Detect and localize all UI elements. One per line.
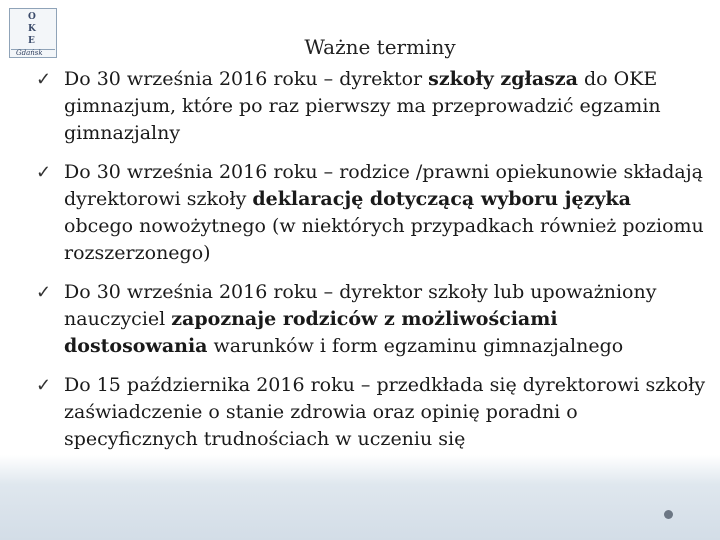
logo-letter-k: K	[28, 24, 36, 34]
logo-subtitle: Gdańsk	[16, 49, 43, 57]
logo-letter-e: E	[28, 36, 35, 46]
list-item	[36, 159, 706, 267]
item-text-segment: Do 30 września 2016 roku – dyrektor szkoły lub upoważniony nauczyciel	[64, 281, 657, 330]
item-text	[64, 68, 661, 144]
logo-letter-o: O	[28, 12, 36, 22]
item-text-bold: zapoznaje rodziców z możliwościami dostosowania	[64, 308, 558, 357]
item-text-segment: warunków i form egzaminu gimnazjalnego	[207, 335, 624, 357]
dot-icon	[664, 510, 673, 519]
item-text-segment: Do 15 października 2016 roku – przedkłada się dyrektorowi szkoły zaświadczenie o stanie zdrowia oraz opinię poradni o specyficznych trudnościach w uczeniu się	[64, 374, 706, 450]
list-item	[36, 372, 706, 453]
checkmark-icon: ✓	[36, 282, 52, 303]
list-item	[36, 279, 706, 360]
background-skyline	[0, 455, 720, 540]
item-text	[64, 161, 704, 264]
item-text-bold: szkoły zgłasza	[428, 68, 578, 90]
checkmark-icon: ✓	[36, 375, 52, 396]
item-text-segment: do OKE gimnazjum, które po raz pierwszy ma przeprowadzić egzamin gimnazjalny	[64, 68, 661, 144]
item-text-segment: Do 30 września 2016 roku – rodzice /prawni opiekunowie składają dyrektorowi szkoły	[64, 161, 703, 210]
item-text	[64, 281, 656, 357]
list-item	[36, 66, 706, 147]
checkmark-icon: ✓	[36, 162, 52, 183]
deadline-list	[36, 66, 706, 465]
item-text-segment: Do 30 września 2016 roku – dyrektor	[64, 68, 429, 90]
checkmark-icon: ✓	[36, 69, 52, 90]
item-text	[64, 374, 705, 450]
item-text-segment: obcego nowożytnego (w niektórych przypadkach również poziomu rozszerzonego)	[64, 215, 704, 264]
page-title: Ważne terminy	[304, 35, 456, 59]
item-text-bold: deklarację dotyczącą wyboru języka	[252, 188, 631, 210]
